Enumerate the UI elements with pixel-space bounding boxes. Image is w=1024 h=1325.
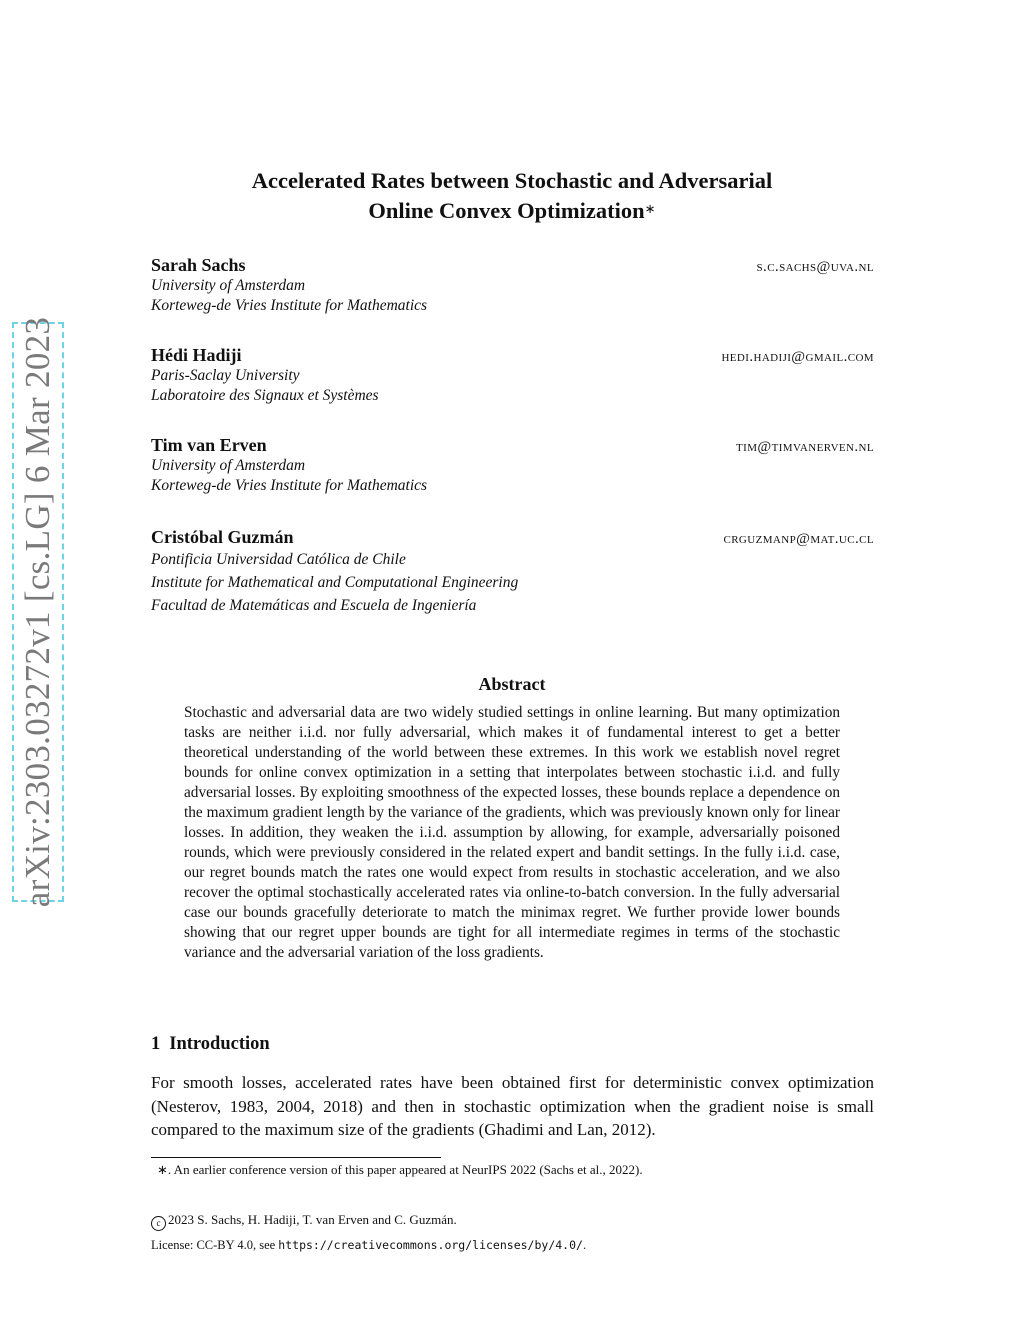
- abstract-heading: Abstract: [478, 674, 546, 694]
- intro-paragraph: For smooth losses, accelerated rates have been obtained first for deterministic convex optimization (Nesterov, 1983, 2004, 2018) and then in stochastic optimization when the gradient noise is small compared to the maximum size of the gradients (Ghadimi and Lan, 2012).: [151, 1073, 874, 1139]
- title-footnote-mark: ∗: [644, 201, 656, 216]
- author-block: [151, 345, 874, 406]
- author-affiliation: Institute for Mathematical and Computational Engineering: [151, 574, 519, 591]
- author-name: Sarah Sachs: [151, 255, 246, 275]
- copyright-icon: c: [151, 1216, 166, 1231]
- author-affiliation: Paris-Saclay University: [151, 367, 300, 384]
- author-block: [151, 527, 874, 617]
- author-affiliation: Laboratoire des Signaux et Systèmes: [151, 387, 379, 404]
- author-affiliation: Korteweg-de Vries Institute for Mathematics: [151, 297, 428, 314]
- arxiv-stamp: [12, 316, 64, 908]
- copyright-text: 2023 S. Sachs, H. Hadiji, T. van Erven and C. Guzmán.: [168, 1212, 457, 1227]
- title-line-1: Accelerated Rates between Stochastic and Adversarial: [251, 168, 773, 193]
- abstract-text: Stochastic and adversarial data are two widely studied settings in online learning. But many optimization tasks are neither i.i.d. nor fully adversarial, which makes it of fundamental interest to get a better theoretical understanding of the world between these extremes. In this work we establish novel regret bounds for online convex optimization in a setting that interpolates between stochastic i.i.d. and fully adversarial losses. By exploiting smoothness of the expected losses, these bounds replace a dependence on the maximum gradient length by the variance of the gradients, which was previously known only for linear losses. In addition, they weaken the i.i.d. assumption by allowing, for example, adversarially poisoned rounds, which were previously considered in the related expert and bandit settings. In the fully i.i.d. case, our regret bounds match the rates one would expect from results in stochastic acceleration, and we also recover the optimal stochastically accelerated rates via online-to-batch conversion. In the fully adversarial case our bounds gracefully deteriorate to match the minimax regret. We further provide lower bounds showing that our regret upper bounds are tight for all intermediate regimes in terms of the stochastic variance and the adversarial variation of the loss gradients.: [184, 704, 840, 961]
- author-name: Hédi Hadiji: [151, 345, 242, 365]
- copyright-line: [151, 1212, 457, 1231]
- section-number: 1: [151, 1034, 161, 1054]
- author-affiliation: University of Amsterdam: [151, 457, 306, 474]
- license-prefix: License: CC-BY 4.0, see: [151, 1238, 279, 1252]
- author-affiliation: University of Amsterdam: [151, 277, 306, 294]
- footnote: ∗. An earlier conference version of this paper appeared at NeurIPS 2022 (Sachs et al., 2022).: [157, 1162, 643, 1177]
- section-title: Introduction: [169, 1034, 270, 1054]
- license-line: [151, 1238, 586, 1253]
- author-email[interactable]: hedi.hadiji@gmail.com: [721, 349, 874, 365]
- author-block: [151, 435, 874, 496]
- arxiv-identifier: arXiv:2303.03272v1 [cs.LG] 6 Mar 2023: [18, 316, 58, 908]
- author-email[interactable]: tim@timvanerven.nl: [736, 439, 874, 455]
- section-heading: [151, 1034, 270, 1055]
- license-suffix: .: [582, 1238, 587, 1252]
- author-email[interactable]: crguzmanp@mat.uc.cl: [723, 531, 874, 547]
- author-email[interactable]: s.c.sachs@uva.nl: [756, 259, 874, 275]
- author-affiliation: Korteweg-de Vries Institute for Mathematics: [151, 477, 428, 494]
- author-name: Cristóbal Guzmán: [151, 527, 294, 547]
- author-name: Tim van Erven: [151, 435, 267, 455]
- author-block: [151, 255, 874, 316]
- title-line-2: Online Convex Optimization: [368, 198, 645, 223]
- author-affiliation: Pontificia Universidad Católica de Chile: [151, 551, 406, 568]
- paper-title: [150, 166, 874, 226]
- license-link[interactable]: https://creativecommons.org/licenses/by/4.0/: [278, 1238, 583, 1252]
- footnote-rule: [151, 1157, 441, 1158]
- author-affiliation: Facultad de Matemáticas and Escuela de Ingeniería: [151, 597, 477, 614]
